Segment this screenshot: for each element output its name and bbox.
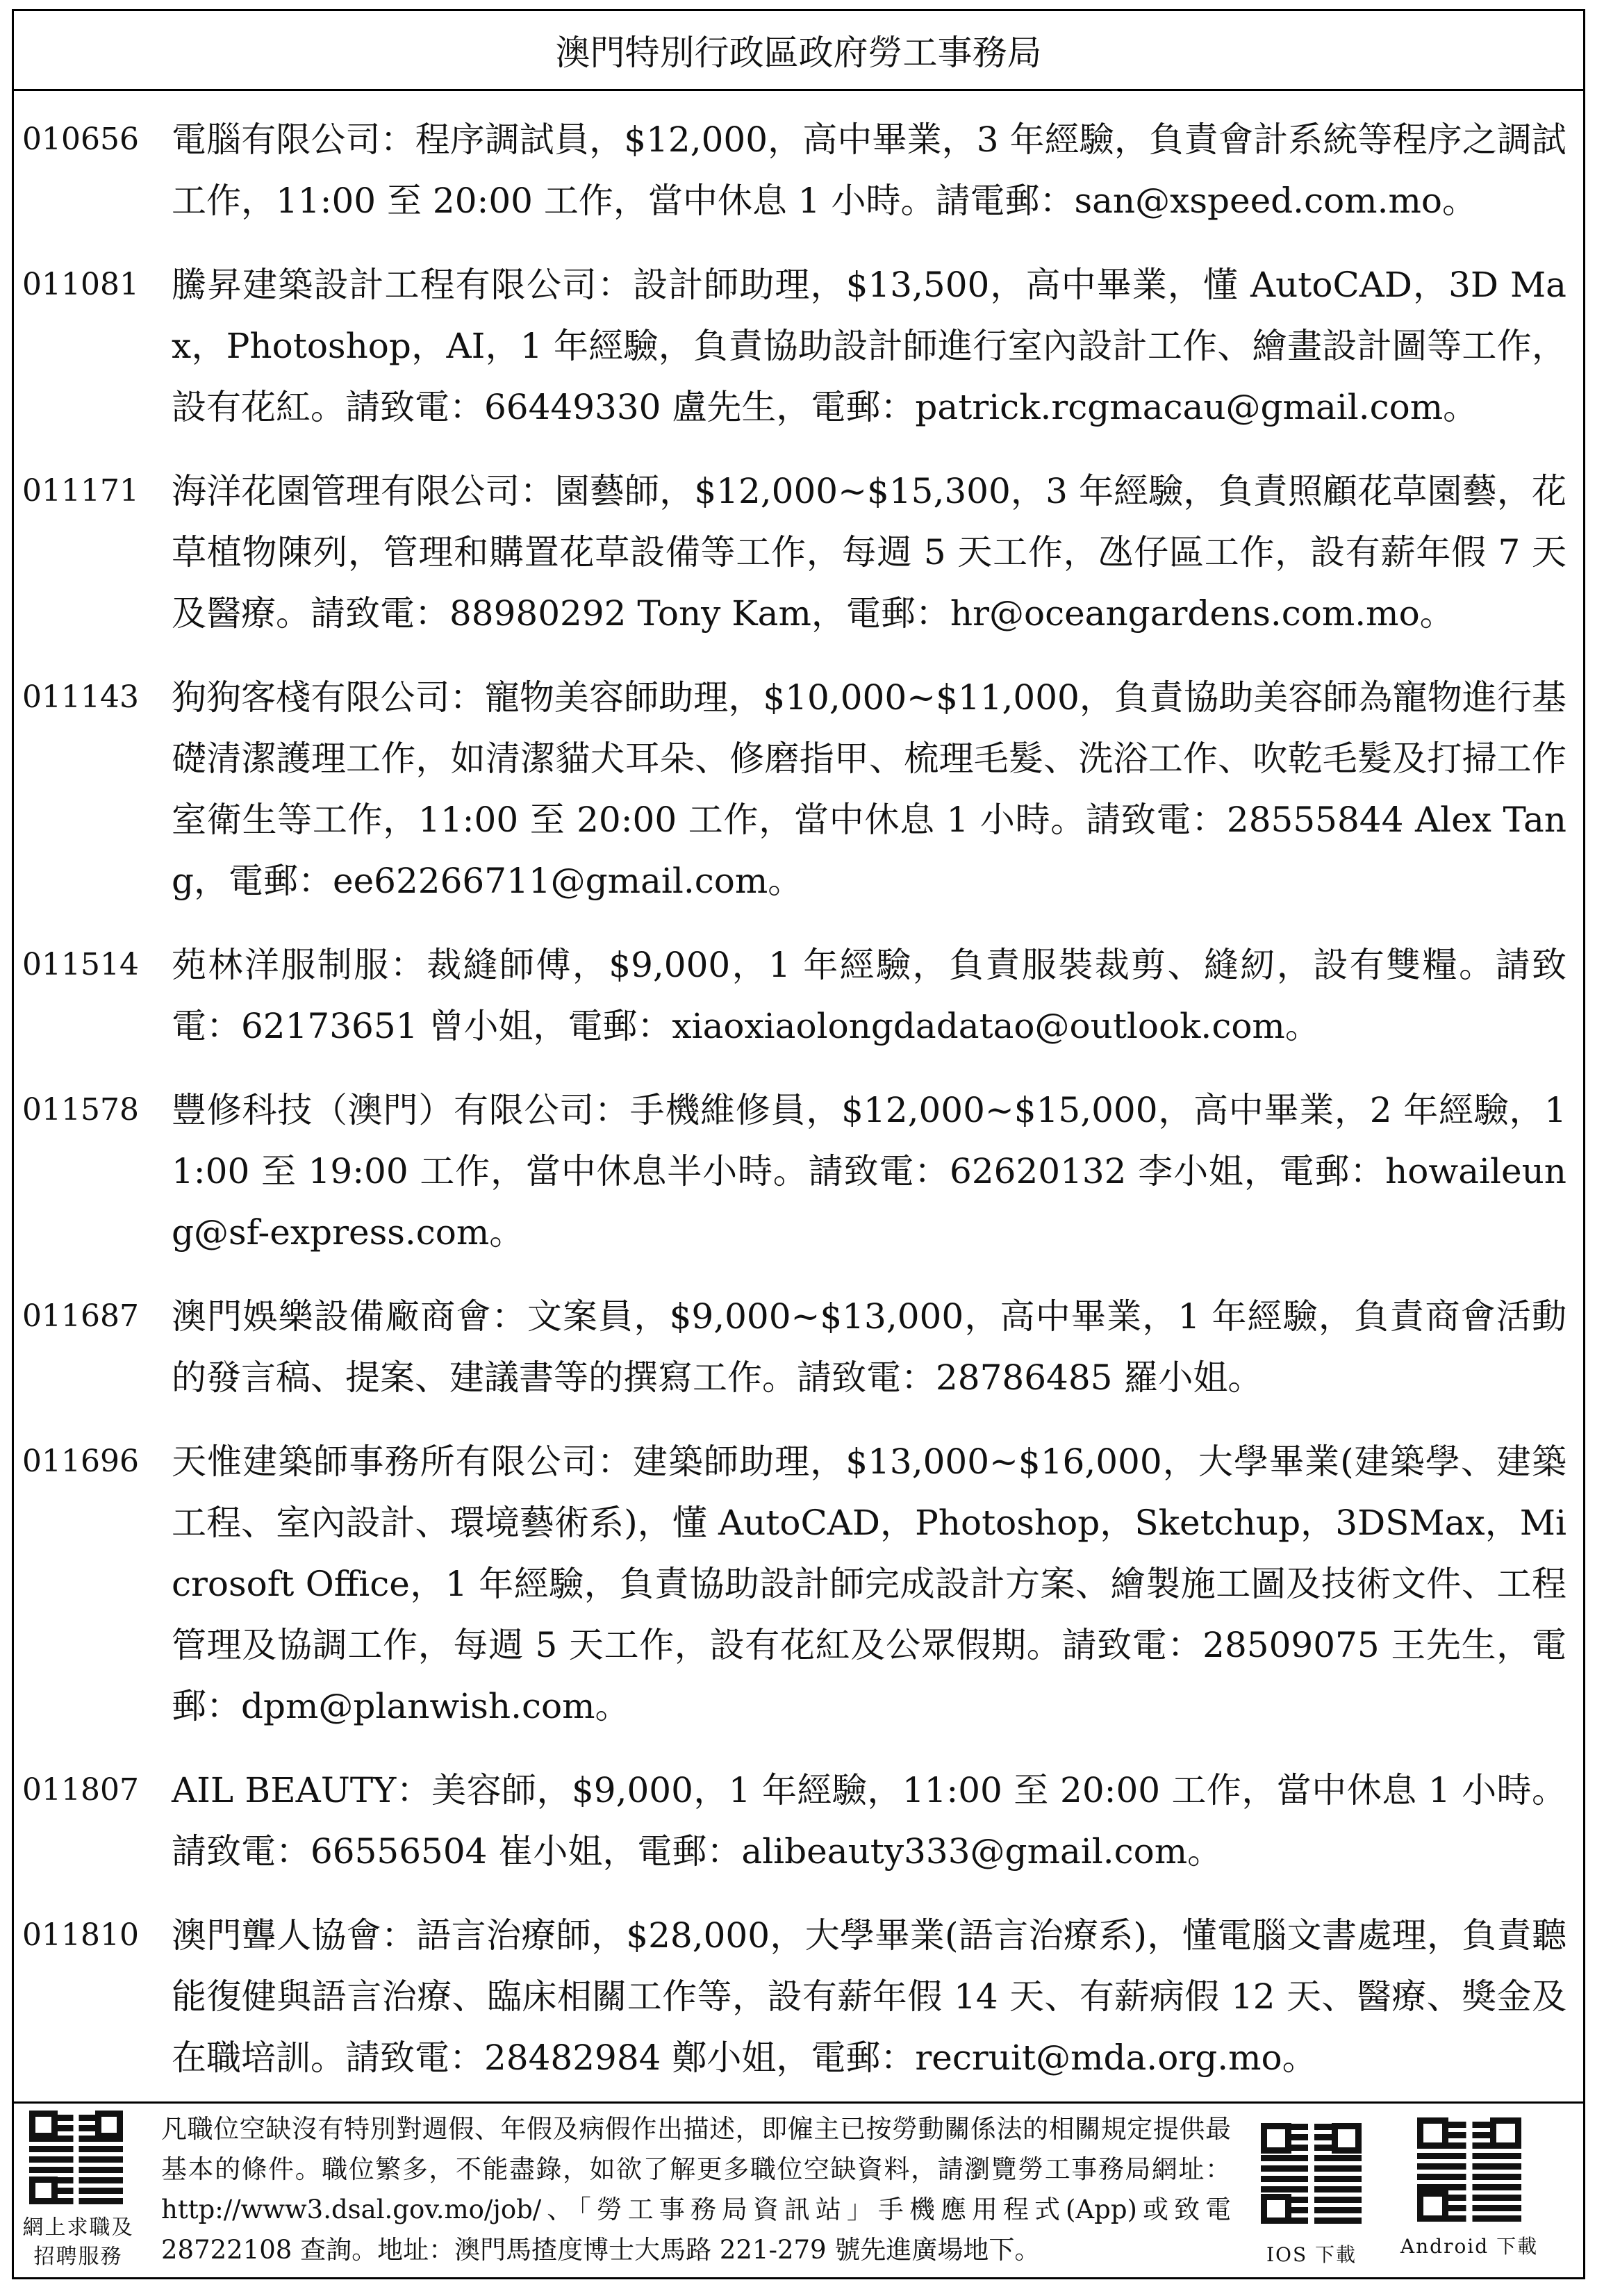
job-description: 苑林洋服制服：裁縫師傅，$9,000，1 年經驗，負責服裝裁剪、縫紉，設有雙糧。請致電：62173651 曾小姐，電郵：xiaoxiaolongdadatao@outlook.com。 bbox=[172, 945, 1566, 1046]
job-id: 011687 bbox=[22, 1298, 139, 1334]
job-description: 狗狗客棧有限公司：寵物美容師助理，$10,000~$11,000，負責協助美容師為寵物進行基礎清潔護理工作，如清潔貓犬耳朵、修磨指甲、梳理毛髮、洗浴工作、吹乾毛髮及打掃工作室衛生等工作，11:00 至 20:00 工作，當中休息 1 小時。請致電：28555844 Alex Tang，電郵：ee62266711@gmail.com。 bbox=[172, 677, 1566, 901]
qr-code-android[interactable] bbox=[1417, 2117, 1521, 2222]
list-item bbox=[22, 109, 1566, 231]
job-description: 騰昇建築設計工程有限公司：設計師助理，$13,500，高中畢業，懂 AutoCAD，3D Max，Photoshop，AI，1 年經驗，負責協助設計師進行室內設計工作、繪畫設計圖等工作，設有花紅。請致電：66449330 盧先生，電郵：patrick.rcgmacau@gmail.com。 bbox=[172, 265, 1566, 427]
job-id: 010656 bbox=[22, 122, 139, 157]
list-item bbox=[22, 1760, 1566, 1882]
job-description: 海洋花園管理有限公司：園藝師，$12,000~$15,300，3 年經驗，負責照顧花草園藝，花草植物陳列，管理和購置花草設備等工作，每週 5 天工作，氹仔區工作，設有薪年假 7 天及醫療。請致電：88980292 Tony Kam，電郵：hr@oceangardens.com.mo。 bbox=[172, 471, 1566, 634]
list-item bbox=[22, 461, 1566, 644]
job-id: 011171 bbox=[22, 473, 139, 509]
job-description: 天惟建築師事務所有限公司：建築師助理，$13,000~$16,000，大學畢業(建築學、建築工程、室內設計、環境藝術系)，懂 AutoCAD，Photoshop，Sketchup，3DSMax，Microsoft Office，1 年經驗，負責協助設計師完成設計方案、繪製施工圖及技術文件、工程管理及協調工作，每週 5 天工作，設有花紅及公眾假期。請致電：28509075 王先生，電郵：dpm@planwish.com。 bbox=[172, 1442, 1566, 1726]
android-download-label: Android 下載 bbox=[1400, 2235, 1539, 2258]
list-item bbox=[22, 934, 1566, 1057]
list-item bbox=[22, 1080, 1566, 1263]
job-id: 011810 bbox=[22, 1917, 139, 1953]
job-description: AIL BEAUTY：美容師，$9,000，1 年經驗，11:00 至 20:00 工作，當中休息 1 小時。請致電：66556504 崔小姐，電郵：alibeauty333@gmail.com。 bbox=[172, 1770, 1566, 1872]
web-service-label-line2: 招聘服務 bbox=[33, 2245, 123, 2269]
list-item bbox=[22, 254, 1566, 438]
job-id: 011578 bbox=[22, 1092, 139, 1128]
job-description: 澳門聾人協會：語言治療師，$28,000，大學畢業(語言治療系)，懂電腦文書處理，負責聽能復健與語言治療、臨床相關工作等，設有薪年假 14 天、有薪病假 12 天、醫療、獎金及在職培訓。請致電：28482984 鄭小姐，電郵：recruit@mda.org.mo。 bbox=[172, 1915, 1566, 2078]
footer bbox=[14, 2101, 1583, 2277]
web-service-label bbox=[17, 2213, 139, 2272]
job-id: 011081 bbox=[22, 267, 139, 302]
list-item bbox=[22, 1905, 1566, 2088]
job-id: 011807 bbox=[22, 1772, 139, 1808]
job-list bbox=[14, 91, 1583, 2088]
job-id: 011143 bbox=[22, 679, 139, 715]
footer-notice: 凡職位空缺沒有特別對週假、年假及病假作出描述，即僱主已按勞動關係法的相關規定提供最基本的條件。職位繁多，不能盡錄，如欲了解更多職位空缺資料，請瀏覽勞工事務局網址：http://www3.dsal.gov.mo/job/、「勞工事務局資訊站」手機應用程式(App)或致電 28722108 查詢。地址：澳門馬揸度博士大馬路 221-279 號先進廣場地下。 bbox=[161, 2114, 1231, 2265]
qr-code-web-service[interactable] bbox=[29, 2111, 123, 2204]
web-service-label-line1: 網上求職及 bbox=[22, 2215, 134, 2240]
list-item bbox=[22, 1286, 1566, 1408]
list-item bbox=[22, 667, 1566, 911]
notice-frame bbox=[12, 9, 1585, 2279]
qr-code-ios[interactable] bbox=[1261, 2123, 1362, 2224]
job-description: 澳門娛樂設備廠商會：文案員，$9,000~$13,000，高中畢業，1 年經驗，負責商會活動的發言稿、提案、建議書等的撰寫工作。請致電：28786485 羅小姐。 bbox=[172, 1296, 1566, 1398]
job-id: 011696 bbox=[22, 1444, 139, 1479]
page-title: 澳門特別行政區政府勞工事務局 bbox=[14, 11, 1583, 91]
job-description: 豐修科技（澳門）有限公司：手機維修員，$12,000~$15,000，高中畢業，2 年經驗，11:00 至 19:00 工作，當中休息半小時。請致電：62620132 李小姐，電郵：howaileung@sf-express.com。 bbox=[172, 1090, 1566, 1253]
job-description: 電腦有限公司：程序調試員，$12,000，高中畢業，3 年經驗，負責會計系統等程序之調試工作，11:00 至 20:00 工作，當中休息 1 小時。請電郵：san@xspeed.com.mo。 bbox=[172, 119, 1566, 221]
ios-download-label: IOS 下載 bbox=[1266, 2243, 1357, 2266]
list-item bbox=[22, 1431, 1566, 1737]
job-id: 011514 bbox=[22, 947, 139, 982]
